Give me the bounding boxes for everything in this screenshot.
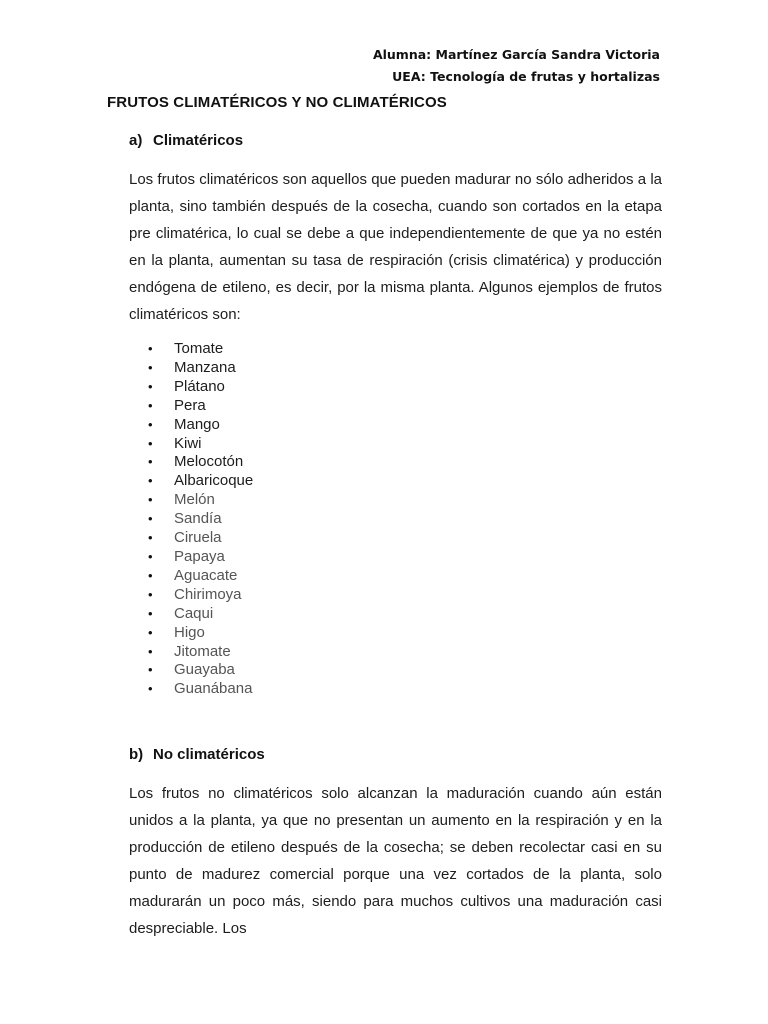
bullet-icon: • xyxy=(148,397,153,413)
fruit-name: Sandía xyxy=(174,510,222,528)
fruit-name: Albaricoque xyxy=(174,472,254,490)
fruit-name: Aguacate xyxy=(174,566,238,584)
bullet-icon: • xyxy=(148,548,153,564)
bullet-icon: • xyxy=(148,567,153,583)
section-a-paragraph: Los frutos climatéricos son aquellos que pueden madurar no sólo adheridos a la planta, sino también después de la cosecha, cuando son cortados en la etapa pre climatérica, lo cual se debe a que independientemente de que ya no estén en la planta, aumentan su tasa de respiración (crisis climatérica) y producción endógena de etileno, es decir, por la misma planta. Algunos ejemplos de frutos climatéricos son: xyxy=(129,171,662,323)
fruit-name: Pera xyxy=(174,396,206,414)
fruit-list-item xyxy=(148,567,253,586)
section-b-title: No climatéricos xyxy=(153,746,265,763)
bullet-icon: • xyxy=(148,454,153,470)
fruit-list-item xyxy=(148,359,253,378)
fruit-name: Melón xyxy=(174,491,215,509)
fruit-name: Chirimoya xyxy=(174,585,242,603)
bullet-icon: • xyxy=(148,511,153,527)
fruit-name: Tomate xyxy=(174,340,224,357)
fruit-name: Higo xyxy=(174,623,205,641)
fruit-list-item xyxy=(148,643,253,662)
bullet-icon: • xyxy=(148,662,153,678)
bullet-icon: • xyxy=(148,643,153,659)
document-header xyxy=(373,44,660,88)
section-b-paragraph: Los frutos no climatéricos solo alcanzan la maduración cuando aún están unidos a la planta, ya que no presentan un aumento en la respiración y en la producción de etileno después de la cosecha; se deben recolectar casi en su punto de madurez comercial porque una vez cortados de la planta, solo madurarán un poco más, siendo para muchos cultivos una maduración casi despreciable. Los xyxy=(129,785,662,937)
bullet-icon: • xyxy=(148,341,153,356)
document-title: FRUTOS CLIMATÉRICOS Y NO CLIMATÉRICOS xyxy=(107,94,447,111)
fruit-name: Plátano xyxy=(174,377,225,395)
course-name: UEA: Tecnología de frutas y hortalizas xyxy=(392,69,660,84)
section-a-heading xyxy=(129,132,243,149)
fruit-list-item xyxy=(148,680,253,699)
bullet-icon: • xyxy=(148,530,153,546)
fruit-list-item xyxy=(148,340,253,359)
bullet-icon: • xyxy=(148,435,153,451)
fruit-list-item xyxy=(148,378,253,397)
fruit-list-item xyxy=(148,416,253,435)
fruit-list-item xyxy=(148,605,253,624)
section-b-letter: b) xyxy=(129,746,144,763)
bullet-icon: • xyxy=(148,624,153,640)
student-name: Alumna: Martínez García Sandra Victoria xyxy=(372,47,660,62)
fruit-list-item xyxy=(148,548,253,567)
section-b-heading xyxy=(129,746,265,763)
fruit-list-item xyxy=(148,624,253,643)
climacteric-fruit-list xyxy=(148,340,253,699)
fruit-name: Kiwi xyxy=(174,434,202,452)
bullet-icon: • xyxy=(148,681,153,697)
bullet-icon: • xyxy=(148,416,153,432)
fruit-name: Caqui xyxy=(174,604,214,622)
bullet-icon: • xyxy=(148,586,153,602)
section-a-title: Climatéricos xyxy=(153,132,244,149)
bullet-icon: • xyxy=(148,492,153,508)
bullet-icon: • xyxy=(148,378,153,394)
bullet-icon: • xyxy=(148,473,153,489)
fruit-list-item xyxy=(148,453,253,472)
fruit-name: Jitomate xyxy=(174,642,231,660)
fruit-name: Papaya xyxy=(174,547,225,565)
bullet-icon: • xyxy=(148,605,153,621)
fruit-list-item xyxy=(148,435,253,454)
fruit-name: Guayaba xyxy=(174,661,235,679)
fruit-name: Guanábana xyxy=(174,680,253,698)
fruit-list-item xyxy=(148,472,253,491)
fruit-name: Manzana xyxy=(174,358,236,376)
fruit-name: Ciruela xyxy=(174,529,222,547)
fruit-list-item xyxy=(148,529,253,548)
fruit-list-item xyxy=(148,397,253,416)
fruit-list-item xyxy=(148,586,253,605)
fruit-name: Mango xyxy=(174,415,220,433)
fruit-list-item xyxy=(148,510,253,529)
bullet-icon: • xyxy=(148,359,153,375)
fruit-list-item xyxy=(148,491,253,510)
fruit-name: Melocotón xyxy=(174,453,244,471)
section-a-letter: a) xyxy=(129,132,143,149)
fruit-list-item xyxy=(148,661,253,680)
